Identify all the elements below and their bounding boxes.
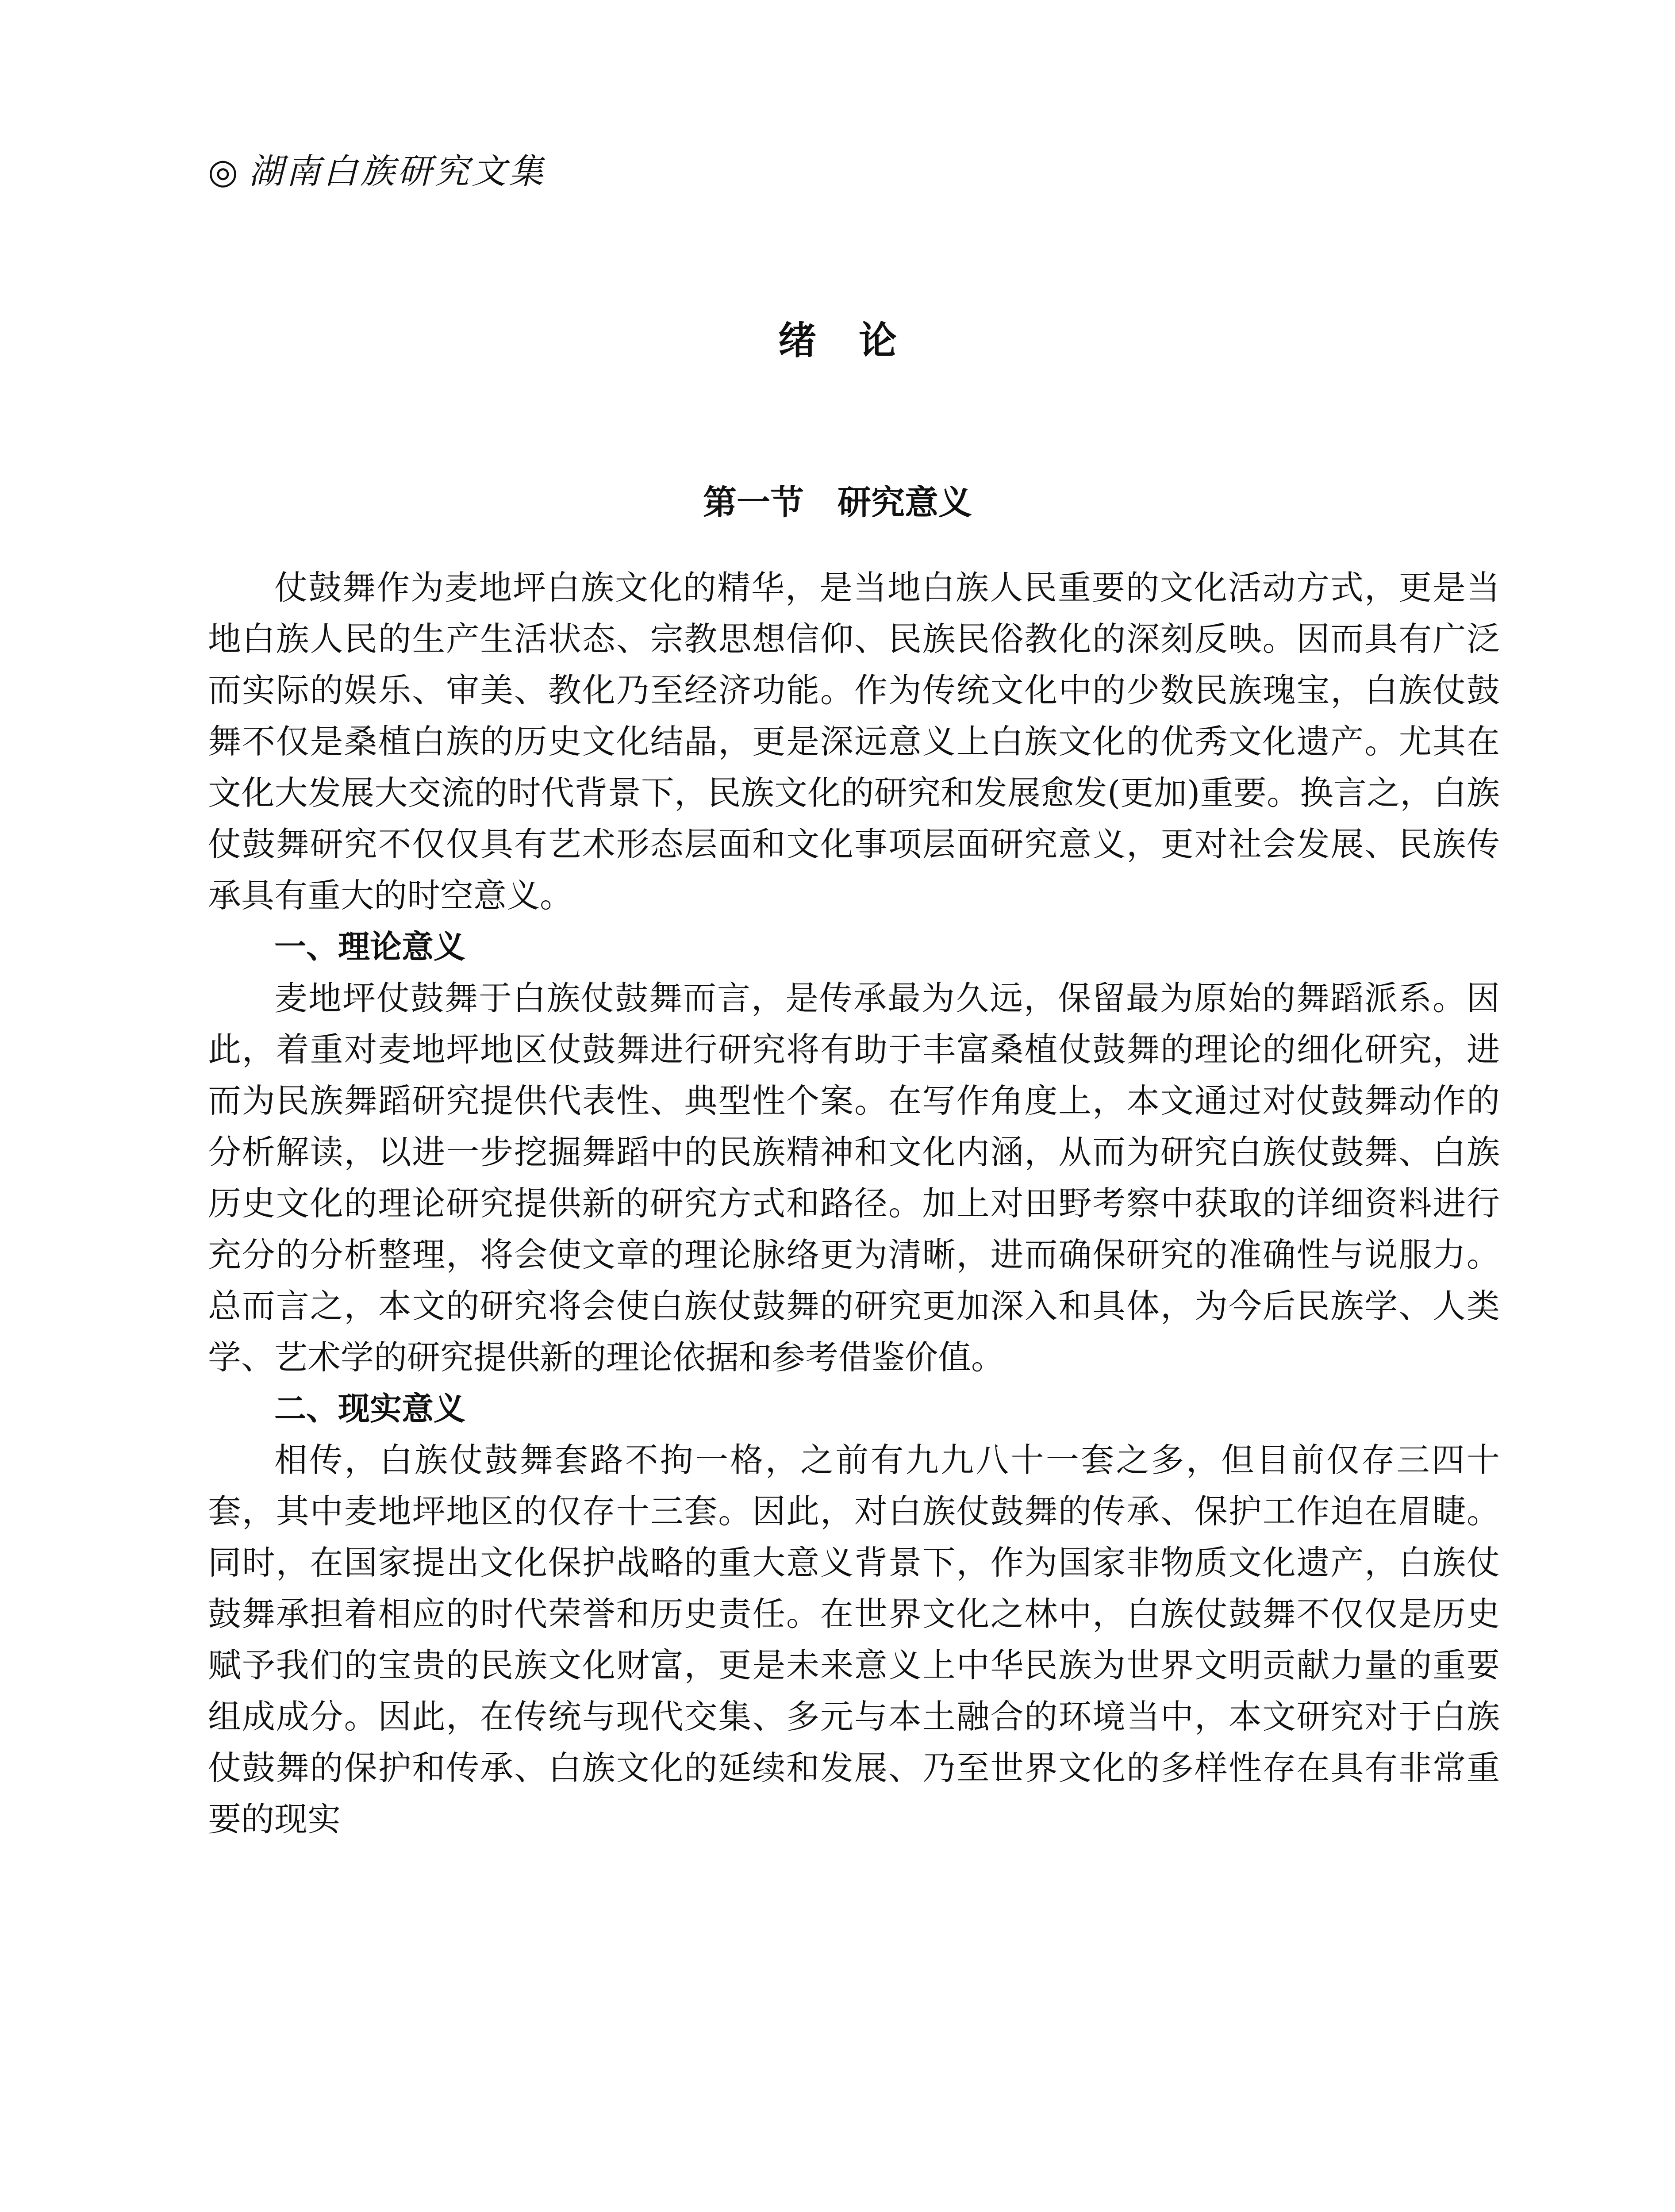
target-bullet-icon: ◎ [208, 152, 241, 192]
theory-heading: 一、理论意义 [274, 928, 466, 965]
running-header [208, 144, 546, 193]
body-text [208, 562, 1500, 1845]
practice-heading: 二、现实意义 [274, 1390, 466, 1427]
intro-paragraph: 仗鼓舞作为麦地坪白族文化的精华，是当地白族人民重要的文化活动方式，更是当地白族人民的生产生活状态、宗教思想信仰、民族民俗教化的深刻反映。因而具有广泛而实际的娱乐、审美、教化乃至经济功能。作为传统文化中的少数民族瑰宝，白族仗鼓舞不仅是桑植白族的历史文化结晶，更是深远意义上白族文化的优秀文化遗产。尤其在文化大发展大交流的时代背景下，民族文化的研究和发展愈发(更加)重要。换言之，白族仗鼓舞研究不仅仅具有艺术形态层面和文化事项层面研究意义，更对社会发展、民族传承具有重大的时空意义。 [208, 568, 1500, 915]
section-title: 第一节 研究意义 [703, 483, 972, 522]
series-title: 湖南白族研究文集 [249, 152, 546, 192]
theory-paragraph: 麦地坪仗鼓舞于白族仗鼓舞而言，是传承最为久远，保留最为原始的舞蹈派系。因此，着重对麦地坪地区仗鼓舞进行研究将有助于丰富桑植仗鼓舞的理论的细化研究，进而为民族舞蹈研究提供代表性、典型性个案。在写作角度上，本文通过对仗鼓舞动作的分析解读，以进一步挖掘舞蹈中的民族精神和文化内涵，从而为研究白族仗鼓舞、白族历史文化的理论研究提供新的研究方式和路径。加上对田野考察中获取的详细资料进行充分的分析整理，将会使文章的理论脉络更为清晰，进而确保研究的准确性与说服力。总而言之，本文的研究将会使白族仗鼓舞的研究更加深入和具体，为今后民族学、人类学、艺术学的研究提供新的理论依据和参考借鉴价值。 [208, 979, 1500, 1377]
chapter-title: 绪论 [778, 319, 939, 363]
practice-paragraph: 相传，白族仗鼓舞套路不拘一格，之前有九九八十一套之多，但目前仅存三四十套，其中麦地坪地区的仅存十三套。因此，对白族仗鼓舞的传承、保护工作迫在眉睫。同时，在国家提出文化保护战略的重大意义背景下，作为国家非物质文化遗产，白族仗鼓舞承担着相应的时代荣誉和历史责任。在世界文化之林中，白族仗鼓舞不仅仅是历史赋予我们的宝贵的民族文化财富，更是未来意义上中华民族为世界文明贡献力量的重要组成成分。因此，在传统与现代交集、多元与本土融合的环境当中，本文研究对于白族仗鼓舞的保护和传承、白族文化的延续和发展、乃至世界文化的多样性存在具有非常重要的现实 [208, 1440, 1500, 1839]
